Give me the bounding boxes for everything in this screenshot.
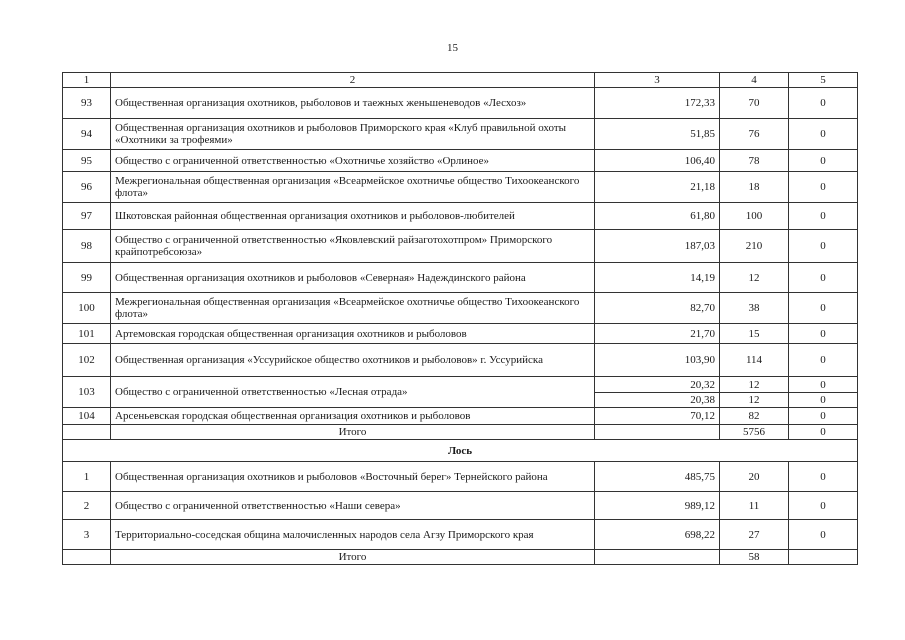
organization-name: Общество с ограниченной ответственностью «Наши севера» (111, 492, 595, 520)
extra-value: 0 (789, 203, 858, 230)
column-number: 4 (720, 73, 789, 88)
quota-value: 100 (720, 203, 789, 230)
organization-name: Общественная организация «Уссурийское общество охотников и рыболовов» г. Уссурийска (111, 344, 595, 377)
quota-value: 38 (720, 293, 789, 324)
row-number: 2 (63, 492, 111, 520)
column-number: 5 (789, 73, 858, 88)
extra-value: 0 (789, 393, 858, 408)
extra-value: 0 (789, 150, 858, 172)
extra-value: 0 (789, 462, 858, 492)
organization-name: Артемовская городская общественная организация охотников и рыболовов (111, 324, 595, 344)
table-row (63, 172, 858, 203)
total-label: Итого (111, 550, 595, 565)
quota-value: 20 (720, 462, 789, 492)
column-number: 3 (595, 73, 720, 88)
row-number: 101 (63, 324, 111, 344)
organization-name: Общественная организация охотников и рыболовов Приморского края «Клуб правильной охоты «Охотники за трофеями» (111, 119, 595, 150)
total-row (63, 550, 858, 565)
column-number: 2 (111, 73, 595, 88)
organization-name: Арсеньевская городская общественная организация охотников и рыболовов (111, 408, 595, 425)
organization-name: Общественная организация охотников, рыболовов и таежных женьшеневодов «Лесхоз» (111, 88, 595, 119)
extra-value: 0 (789, 293, 858, 324)
page-number: 15 (447, 42, 458, 54)
extra-value: 0 (789, 324, 858, 344)
total-quota: 5756 (720, 425, 789, 440)
organization-name: Общественная организация охотников и рыболовов «Восточный берег» Тернейского района (111, 462, 595, 492)
table-row (63, 203, 858, 230)
table-row (63, 150, 858, 172)
row-number: 96 (63, 172, 111, 203)
extra-value: 0 (789, 88, 858, 119)
organization-name: Межрегиональная общественная организация «Всеармейское охотничье общество Тихоокеанского флота» (111, 172, 595, 203)
extra-value: 0 (789, 344, 858, 377)
table-row (63, 88, 858, 119)
table-row (63, 462, 858, 492)
table-row (63, 230, 858, 263)
organization-name: Общество с ограниченной ответственностью «Яковлевский райзаготохотпром» Приморского крайпотребсоюза» (111, 230, 595, 263)
section-title: Лось (63, 440, 858, 462)
table-row (63, 377, 858, 393)
row-number: 103 (63, 377, 111, 408)
area-value: 21,18 (595, 172, 720, 203)
quota-value: 18 (720, 172, 789, 203)
extra-value: 0 (789, 119, 858, 150)
empty-cell (595, 550, 720, 565)
section-row (63, 440, 858, 462)
empty-cell (595, 425, 720, 440)
area-value: 187,03 (595, 230, 720, 263)
row-number: 98 (63, 230, 111, 263)
organization-name: Общественная организация охотников и рыболовов «Северная» Надеждинского района (111, 263, 595, 293)
area-value: 61,80 (595, 203, 720, 230)
total-row (63, 425, 858, 440)
extra-value: 0 (789, 230, 858, 263)
area-value: 70,12 (595, 408, 720, 425)
area-value: 106,40 (595, 150, 720, 172)
extra-value: 0 (789, 520, 858, 550)
table-row (63, 324, 858, 344)
extra-value: 0 (789, 377, 858, 393)
table-row (63, 520, 858, 550)
quota-value: 27 (720, 520, 789, 550)
table-row (63, 119, 858, 150)
extra-value: 0 (789, 492, 858, 520)
quota-value: 11 (720, 492, 789, 520)
row-number: 93 (63, 88, 111, 119)
quota-value: 12 (720, 393, 789, 408)
row-number: 104 (63, 408, 111, 425)
column-number-row (63, 73, 858, 88)
area-value: 82,70 (595, 293, 720, 324)
area-value: 172,33 (595, 88, 720, 119)
quota-value: 12 (720, 263, 789, 293)
table-row (63, 293, 858, 324)
column-number: 1 (63, 73, 111, 88)
area-value: 103,90 (595, 344, 720, 377)
area-value: 20,32 (595, 377, 720, 393)
row-number: 102 (63, 344, 111, 377)
quota-value: 76 (720, 119, 789, 150)
area-value: 485,75 (595, 462, 720, 492)
area-value: 698,22 (595, 520, 720, 550)
empty-cell (63, 425, 111, 440)
row-number: 97 (63, 203, 111, 230)
row-number: 94 (63, 119, 111, 150)
extra-value: 0 (789, 172, 858, 203)
area-value: 989,12 (595, 492, 720, 520)
table-row (63, 263, 858, 293)
quota-value: 15 (720, 324, 789, 344)
row-number: 95 (63, 150, 111, 172)
extra-value: 0 (789, 263, 858, 293)
quota-value: 12 (720, 377, 789, 393)
organization-name: Межрегиональная общественная организация «Всеармейское охотничье общество Тихоокеанского флота» (111, 293, 595, 324)
row-number: 1 (63, 462, 111, 492)
quota-value: 70 (720, 88, 789, 119)
row-number: 100 (63, 293, 111, 324)
hunting-grounds-table (62, 72, 858, 565)
area-value: 21,70 (595, 324, 720, 344)
total-extra: 0 (789, 425, 858, 440)
area-value: 51,85 (595, 119, 720, 150)
empty-cell (789, 550, 858, 565)
table-row (63, 344, 858, 377)
row-number: 99 (63, 263, 111, 293)
extra-value: 0 (789, 408, 858, 425)
total-quota: 58 (720, 550, 789, 565)
quota-value: 78 (720, 150, 789, 172)
organization-name: Общество с ограниченной ответственностью «Охотничье хозяйство «Орлиное» (111, 150, 595, 172)
total-label: Итого (111, 425, 595, 440)
quota-value: 210 (720, 230, 789, 263)
quota-value: 114 (720, 344, 789, 377)
area-value: 20,38 (595, 393, 720, 408)
row-number: 3 (63, 520, 111, 550)
organization-name: Общество с ограниченной ответственностью «Лесная отрада» (111, 377, 595, 408)
table-row (63, 408, 858, 425)
organization-name: Территориально-соседская община малочисленных народов села Агзу Приморского края (111, 520, 595, 550)
empty-cell (63, 550, 111, 565)
table-row (63, 492, 858, 520)
quota-value: 82 (720, 408, 789, 425)
area-value: 14,19 (595, 263, 720, 293)
organization-name: Шкотовская районная общественная организация охотников и рыболовов-любителей (111, 203, 595, 230)
